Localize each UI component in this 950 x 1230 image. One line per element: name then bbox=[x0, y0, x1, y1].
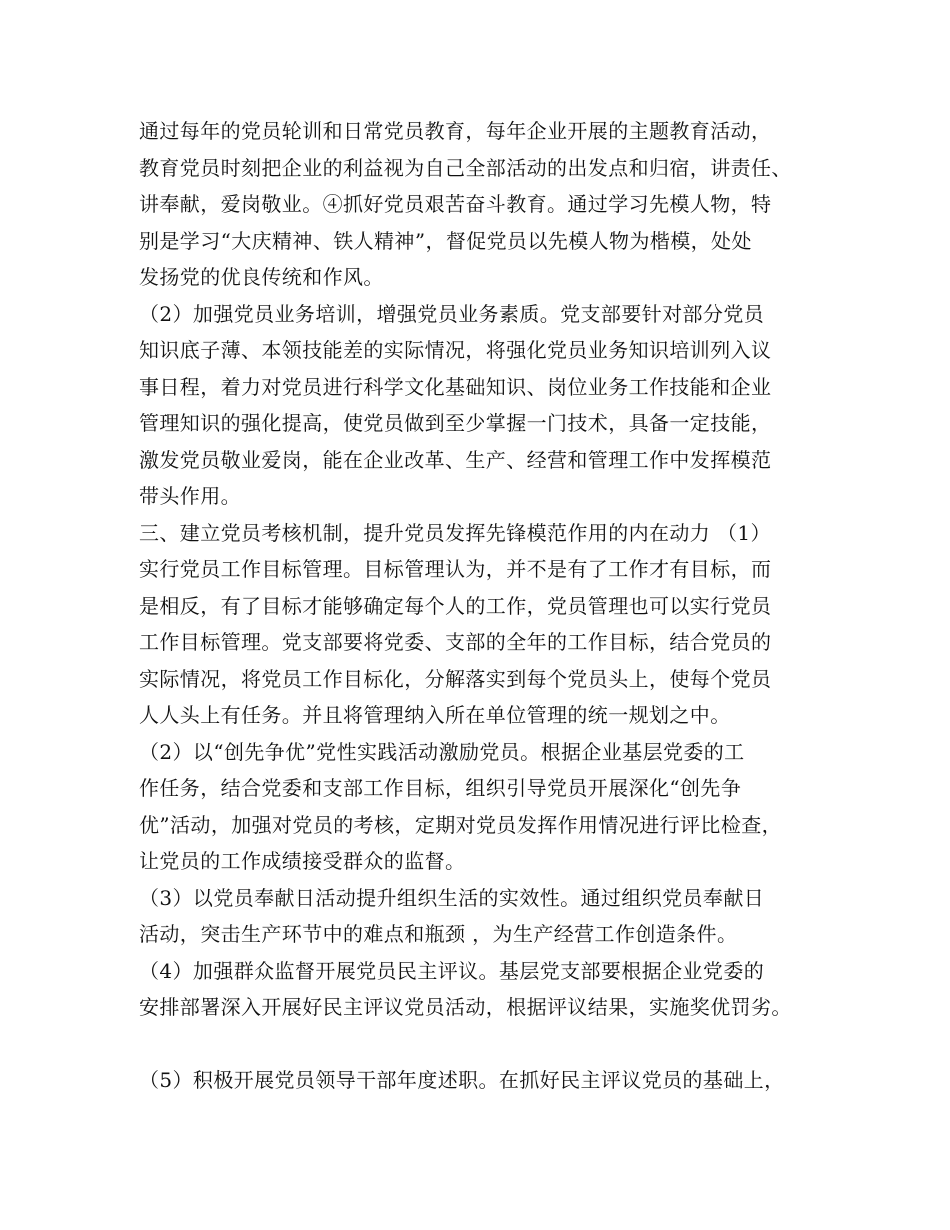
text-line: 优”活动，加强对党员的考核，定期对党员发挥作用情况进行评比检查， bbox=[139, 812, 783, 837]
text-line: 实行党员工作目标管理。目标管理认为，并不是有了工作才有目标，而 bbox=[139, 557, 772, 581]
text-line: （2）加强党员业务培训，增强党员业务素质。党支部要针对部分党员 bbox=[139, 301, 765, 326]
text-line: 工作目标管理。党支部要将党委、支部的全年的工作目标，结合党员的 bbox=[139, 630, 772, 654]
text-line: 别是学习“大庆精神、铁人精神”，督促党员以先模人物为楷模，处处 bbox=[139, 228, 752, 253]
text-line: 作任务，结合党委和支部工作目标，组织引导党员开展深化“创先争 bbox=[139, 776, 742, 800]
text-line: 实际情况，将党员工作目标化，分解落实到每个党员头上，使每个党员 bbox=[139, 666, 772, 691]
text-line: 管理知识的强化提高，使党员做到至少掌握一门技术，具备一定技能， bbox=[139, 411, 772, 435]
text-line: 让党员的工作成绩接受群众的监督。 bbox=[139, 849, 466, 873]
text-line: 活动，突击生产环节中的难点和瓶颈 ，为生产经营工作创造条件。 bbox=[139, 922, 738, 946]
text-line: 教育党员时刻把企业的利益视为自己全部活动的出发点和归宿，讲责任、 bbox=[139, 155, 792, 180]
text-line: 带头作用。 bbox=[139, 484, 241, 508]
text-line: 激发党员敬业爱岗，能在企业改革、生产、经营和管理工作中发挥模范 bbox=[139, 447, 772, 472]
text-line: （4）加强群众监督开展党员民主评议。基层党支部要根据企业党委的 bbox=[139, 958, 765, 983]
text-line: 人人头上有任务。并且将管理纳入所在单位管理的统一规划之中。 bbox=[139, 703, 731, 727]
text-line: （3）以党员奉献日活动提升组织生活的实效性。通过组织党员奉献日 bbox=[139, 885, 765, 910]
blank-line bbox=[139, 1026, 839, 1063]
text-line: 安排部署深入开展好民主评议党员活动，根据评议结果，实施奖优罚劣。 bbox=[139, 995, 792, 1019]
text-line: （5）积极开展党员领导干部年度述职。在抓好民主评议党员的基础上， bbox=[139, 1068, 785, 1092]
text-line: 是相反，有了目标才能够确定每个人的工作，党员管理也可以实行党员 bbox=[139, 593, 772, 618]
section-heading-line: 三、建立党员考核机制，提升党员发挥先锋模范作用的内在动力 （1） bbox=[139, 520, 771, 545]
text-line: 通过每年的党员轮训和日常党员教育，每年企业开展的主题教育活动， bbox=[139, 119, 772, 143]
text-line: 发扬党的优良传统和作风。 bbox=[139, 265, 384, 289]
text-line: 事日程，着力对党员进行科学文化基础知识、岗位业务工作技能和企业 bbox=[139, 374, 772, 399]
text-line: 讲奉献，爱岗敬业。④抓好党员艰苦奋斗教育。通过学习先模人物，特 bbox=[139, 192, 772, 216]
text-line: （2）以“创先争优”党性实践活动激励党员。根据企业基层党委的工 bbox=[139, 739, 745, 764]
body-text bbox=[139, 113, 839, 1099]
text-line: 知识底子薄、本领技能差的实际情况，将强化党员业务知识培训列入议 bbox=[139, 338, 772, 362]
